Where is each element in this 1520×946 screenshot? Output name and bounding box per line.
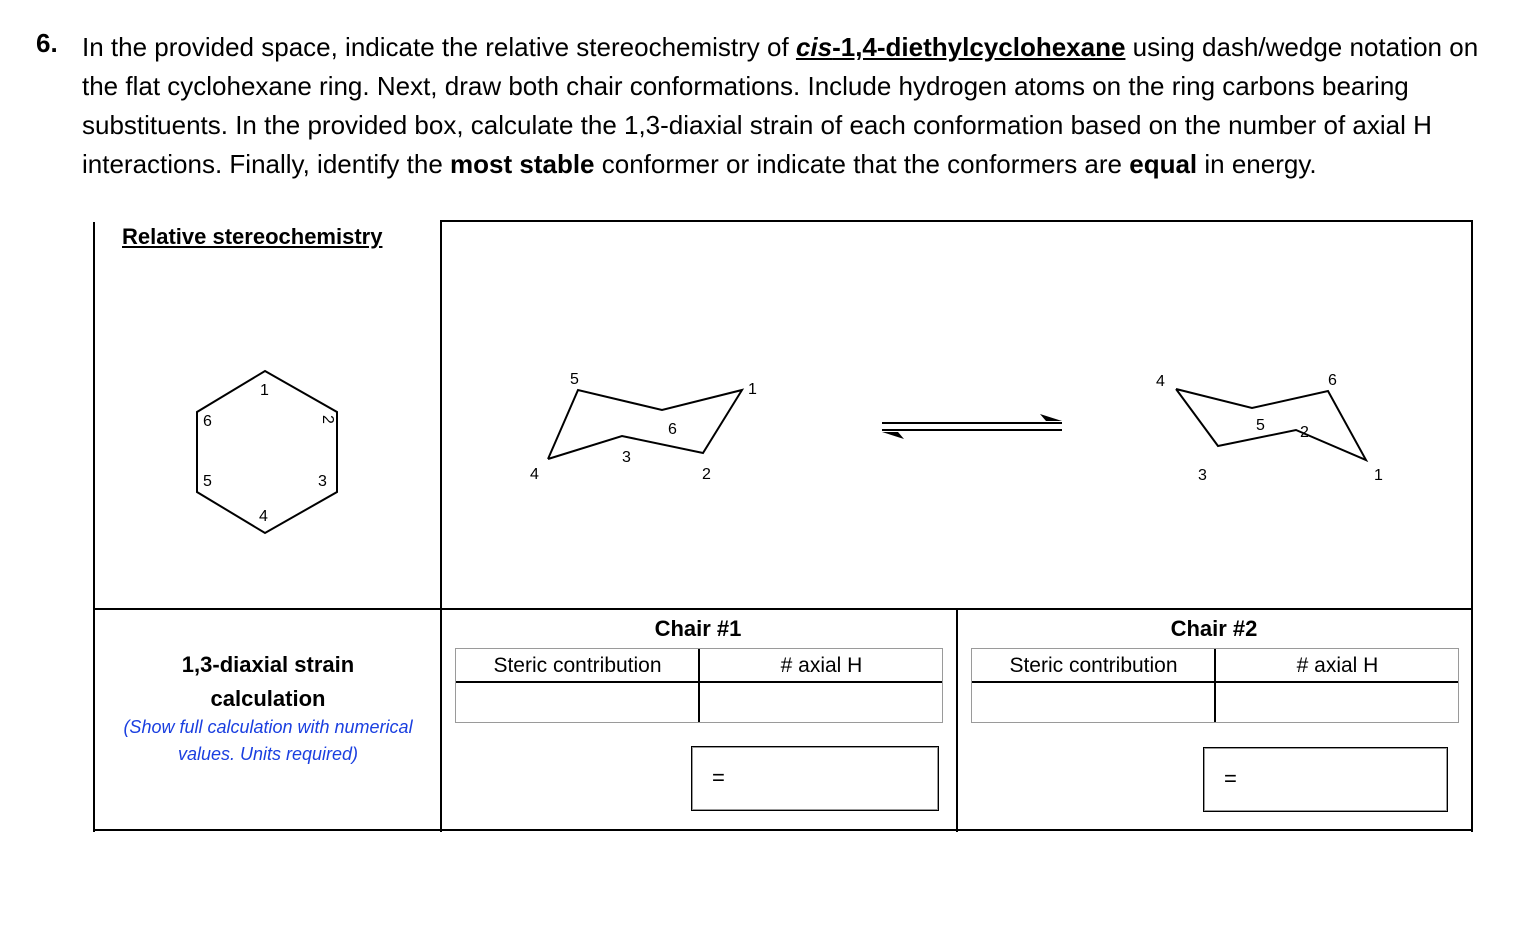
flat-label-5: 5 [203,473,212,490]
chair1-col-axial: # axial H [780,654,863,677]
equal-emphasis: equal [1129,149,1198,179]
chair1-label-6: 6 [668,421,677,438]
chair1-label-2: 2 [702,466,711,483]
equilibrium-arrows-icon [882,414,1062,439]
chair1-label-3: 3 [622,449,631,466]
chair1-col-steric: Steric contribution [493,654,662,677]
chair1-heading: Chair #1 [654,616,742,641]
chair2-label-2: 2 [1300,424,1309,441]
chair1-equals: = [712,765,725,790]
chair2-table [971,648,1459,723]
chair1-ring [548,390,742,459]
question-part1: In the provided space, indicate the relative stereochemistry of [82,32,796,62]
chair2-label-6: 6 [1328,372,1337,389]
flat-label-3: 3 [318,473,327,490]
chair1-label-4: 4 [530,466,539,483]
chair1-label-5: 5 [570,371,579,388]
compound-name: cis-1,4-diethylcyclohexane [795,32,1126,62]
chair2-col-steric: Steric contribution [1009,654,1178,677]
chair1-axial-input[interactable] [700,683,942,721]
chair2-label-3: 3 [1198,467,1207,484]
strain-title: 1,3-diaxial strain calculation [181,652,355,711]
chair2-label-5: 5 [1256,417,1265,434]
chair1-table [455,648,943,723]
most-stable-emphasis: most stable [450,149,595,179]
question-part2: using dash/wedge notation on the flat cyclohexane ring. Next, draw both chair conformations. Include hydrogen atoms on the ring carbons bearing substituents. In the provided box, calculate the 1,3-diaxial strain of each conformation based on the number of axial H interactions. Finally, identify the [82,32,1479,179]
chair1-label-1: 1 [748,381,757,398]
relative-stereo-title: Relative stereochemistry [122,224,383,249]
chair2-heading: Chair #2 [1170,616,1258,641]
flat-label-6: 6 [203,413,212,430]
strain-note: (Show full calculation with numerical values. Units required) [123,717,413,764]
chair2-steric-input[interactable] [972,683,1214,721]
chair1-steric-input[interactable] [456,683,698,721]
question-part4: in energy. [1197,149,1317,179]
flat-label-1: 1 [260,382,269,399]
chair2-label-1: 1 [1374,467,1383,484]
chair2-label-4: 4 [1156,373,1165,390]
chair2-ring [1176,389,1366,460]
chair2-col-axial: # axial H [1296,654,1379,677]
chair2-result-box[interactable] [1203,747,1448,812]
flat-label-2: 2 [319,415,336,424]
chair2-axial-input[interactable] [1216,683,1458,721]
question-number: 6. [36,28,58,58]
chair1-result-box[interactable] [691,746,939,811]
chair2-equals: = [1224,766,1237,791]
flat-label-4: 4 [259,508,268,525]
question-part3: conformer or indicate that the conformers are [594,149,1130,179]
